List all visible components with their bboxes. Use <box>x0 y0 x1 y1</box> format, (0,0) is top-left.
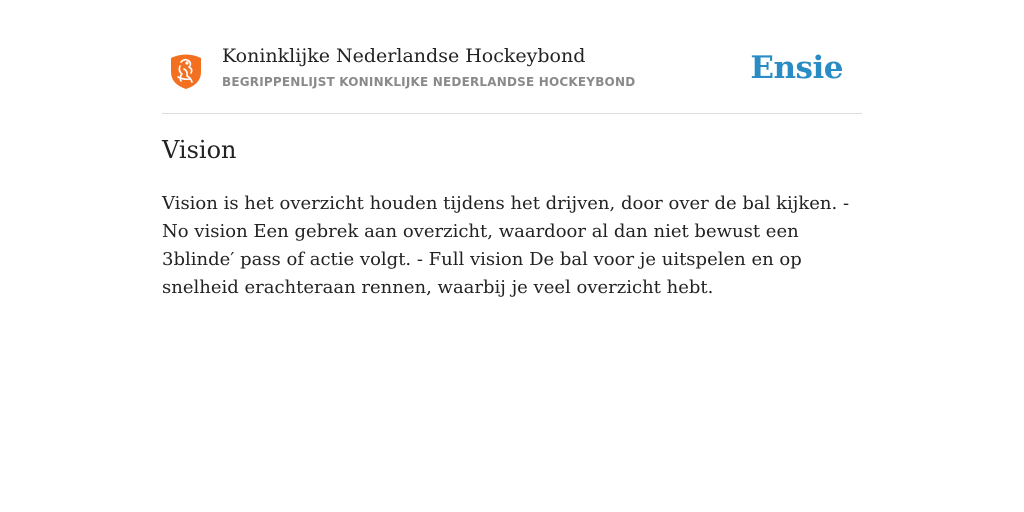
glossary-subtitle: BEGRIPPENLIJST KONINKLIJKE NEDERLANDSE HOCKEYBOND <box>222 75 636 89</box>
ensie-logo-link[interactable]: Ensie <box>750 50 843 86</box>
knhb-logo-icon[interactable] <box>168 52 204 90</box>
term-title: Vision <box>162 136 237 164</box>
term-definition: Vision is het overzicht houden tijdens het drijven, door over de bal kijken. - No vision Een gebrek aan overzicht, waardoor al dan niet bewust een 3blinde′ pass of actie volgt. - Full vision De bal voor je uitspelen en op snelheid erachteraan rennen, waarbij je veel overzicht hebt. <box>162 193 850 298</box>
organization-name[interactable]: Koninklijke Nederlandse Hockeybond <box>222 45 586 67</box>
site-header <box>162 40 862 114</box>
